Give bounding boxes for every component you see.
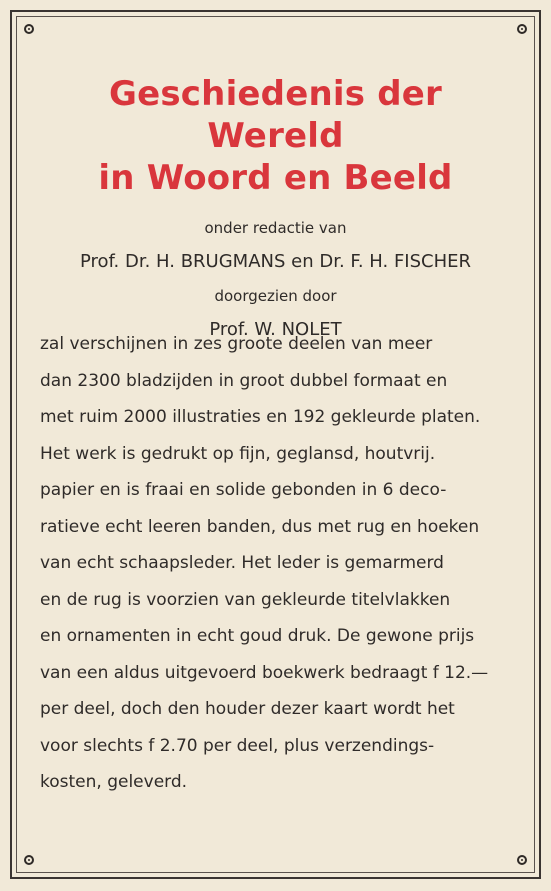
body-line: van een aldus uitgevoerd boekwerk bedraagt f 12.— — [40, 662, 489, 683]
body-line: dan 2300 bladzijden in groot dubbel formaat en — [40, 370, 448, 391]
body-line: zal verschijnen in zes groote deelen van meer — [40, 334, 433, 354]
editors: Prof. Dr. H. BRUGMANS en Dr. F. H. FISCHER — [79, 251, 472, 272]
title — [40, 73, 511, 199]
body-line: met ruim 2000 illustraties en 192 gekleurde platen. — [40, 407, 481, 427]
edited-by: onder redactie van — [204, 219, 347, 237]
body-line: papier en is fraai en solide gebonden in 6 deco- — [40, 480, 447, 500]
body-text — [40, 326, 511, 801]
body-line: van echt schaapsleder. Het leder is gemarmerd — [40, 553, 444, 573]
reviewed-by: doorgezien door — [214, 287, 337, 305]
corner-ornament-icon — [517, 24, 527, 34]
header-block — [40, 73, 511, 341]
body-line: en ornamenten in echt goud druk. De gewone prijs — [40, 626, 475, 646]
body-line: Het werk is gedrukt op fijn, geglansd, houtvrij. — [40, 443, 436, 464]
body-line: en de rug is voorzien van gekleurde titelvlakken — [40, 589, 451, 610]
title-line-1: Geschiedenis der Wereld — [109, 74, 442, 156]
corner-ornament-icon — [517, 855, 527, 865]
body-line: kosten, geleverd. — [40, 772, 188, 792]
body-line: ratieve echt leeren banden, dus met rug en hoeken — [40, 516, 480, 537]
corner-ornament-icon — [24, 24, 34, 34]
reviewer: Prof. W. NOLET — [209, 319, 342, 340]
corner-ornament-icon — [24, 855, 34, 865]
title-line-2: in Woord en Beeld — [98, 158, 453, 198]
body-line: voor slechts f 2.70 per deel, plus verzendings- — [40, 735, 435, 756]
body-line: per deel, doch den houder dezer kaart wordt het — [40, 699, 455, 719]
